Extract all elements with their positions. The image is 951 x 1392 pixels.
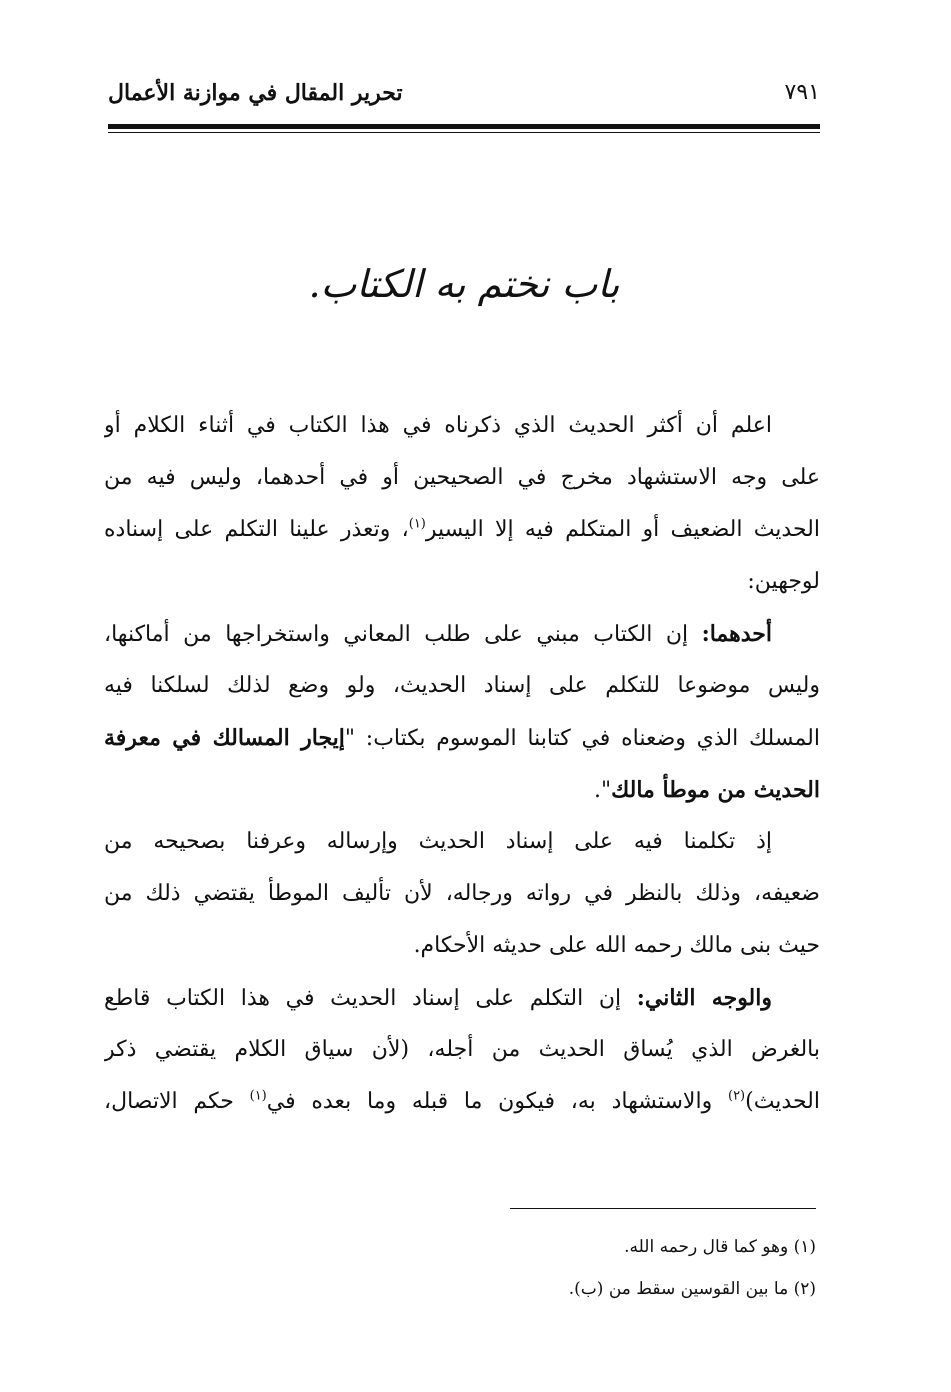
- body-line: حيث بنى مالك رحمه الله على حديثه الأحكام.: [413, 933, 820, 958]
- body-line: ضعيفه، وذلك بالنظر في رواته ورجاله، لأن تأليف الموطأ يقتضي ذلك من: [104, 881, 820, 906]
- header-rule-thin: [108, 132, 820, 133]
- footnote-item: (٢) ما بين القوسين سقط من (ب).: [568, 1279, 816, 1299]
- body-line: اعلم أن أكثر الحديث الذي ذكرناه في هذا الكتاب في أثناء الكلام أو: [104, 413, 772, 438]
- body-line: إذ تكلمنا فيه على إسناد الحديث وإرساله وعرفنا بصحيحه من: [104, 829, 772, 854]
- chapter-title: باب نختم به الكتاب.: [308, 262, 620, 306]
- body-line: الحديث)$^{(٢)}$ والاستشهاد به، فيكون ما قبله وما بعده في$^{(١)}$ حكم الاتصال،: [104, 1088, 820, 1114]
- book-title: تحرير المقال في موازنة الأعمال: [108, 80, 403, 106]
- body-line: وليس موضوعا للتكلم على إسناد الحديث، ولو وضع لذلك لسلكنا فيه: [104, 673, 820, 698]
- body-line: الحديث الضعيف أو المتكلم فيه إلا اليسير$^{(١)}$، وتعذر علينا التكلم على إسناده: [104, 516, 820, 542]
- body-line: المسلك الذي وضعناه في كتابنا الموسوم بكتاب: "إيجار المسالك في معرفة: [104, 725, 820, 751]
- body-text: [104, 400, 820, 1128]
- body-line: أحدهما: إن الكتاب مبني على طلب المعاني واستخراجها من أماكنها،: [104, 621, 772, 647]
- page-number: ٧٩١: [784, 80, 820, 105]
- footnote-ref: (٢): [727, 1088, 746, 1104]
- footnote-separator: [510, 1208, 816, 1209]
- running-header: [108, 78, 820, 118]
- body-line: بالغرض الذي يُساق الحديث من أجله، (لأن سياق الكلام يقتضي ذكر: [104, 1037, 820, 1062]
- section-label: أحدهما:: [701, 621, 772, 647]
- footnote-item: (١) وهو كما قال رحمه الله.: [624, 1237, 816, 1257]
- body-line: على وجه الاستشهاد مخرج في الصحيحين أو في أحدهما، وليس فيه من: [104, 465, 820, 490]
- header-rule-thick: [108, 124, 820, 129]
- body-line: الحديث من موطأ مالك".: [593, 777, 820, 803]
- book-reference: الحديث من موطأ مالك: [611, 777, 820, 803]
- footnote-ref: (١): [249, 1088, 267, 1104]
- body-line: لوجهين:: [747, 569, 820, 594]
- footnote-ref: (١): [408, 516, 426, 532]
- body-line: والوجه الثاني: إن التكلم على إسناد الحديث في هذا الكتاب قاطع: [104, 985, 772, 1011]
- section-label: والوجه الثاني:: [636, 985, 772, 1011]
- book-reference: إيجار المسالك في معرفة: [104, 725, 345, 751]
- footnotes: [420, 1226, 816, 1310]
